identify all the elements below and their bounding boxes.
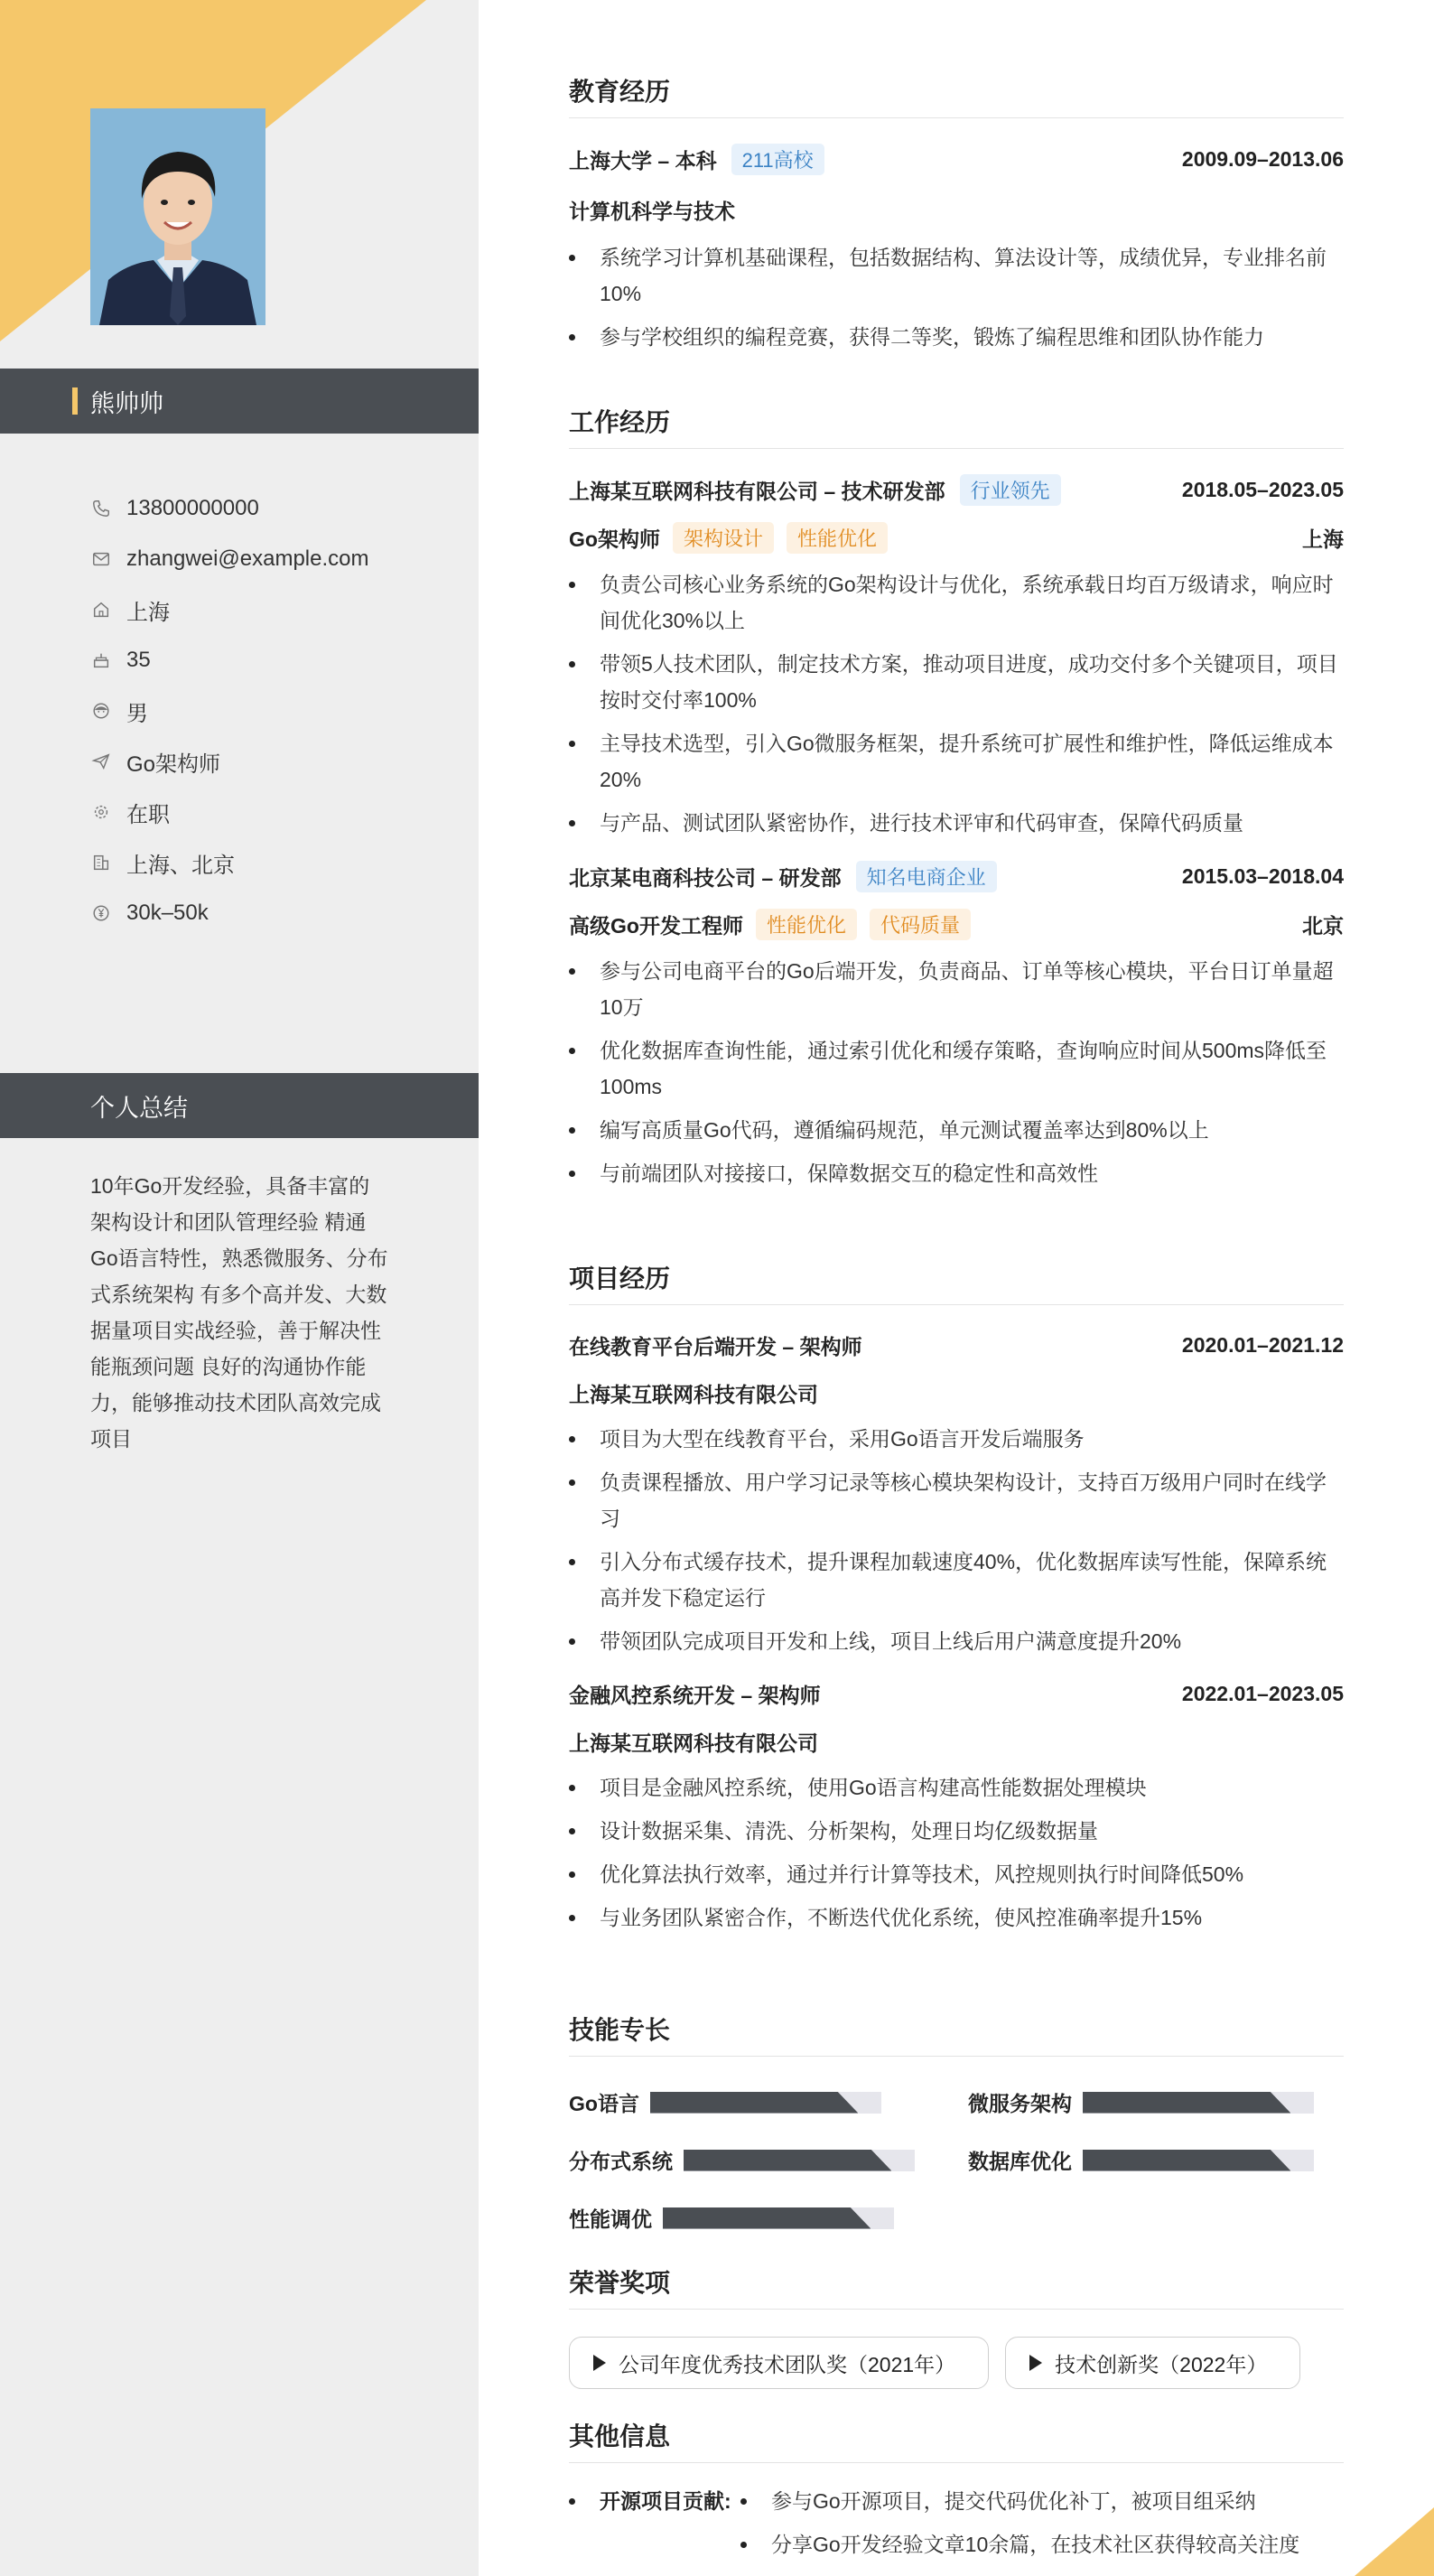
education-tag: 211高校	[731, 144, 824, 175]
summary-header	[0, 1073, 479, 1138]
work-role-tag: 代码质量	[870, 909, 971, 940]
skill-bar-fill	[1083, 2092, 1290, 2114]
education-section	[569, 72, 1344, 355]
work-role-group	[569, 522, 888, 554]
salary-icon	[90, 902, 112, 924]
skill-bar	[663, 2207, 894, 2229]
contact-phone	[90, 483, 470, 534]
building-icon	[90, 852, 112, 873]
skill-bar-fill	[684, 2150, 891, 2171]
skill-name: 性能调优	[569, 2207, 652, 2231]
contact-status-text: 在职	[126, 802, 170, 827]
project-date: 2020.01–2021.12	[1181, 1333, 1344, 1357]
work-role-row	[569, 522, 1344, 554]
list-item: 系统学习计算机基础课程，包括数据结构、算法设计等，成绩优异，专业排名前10%	[569, 239, 1344, 312]
skill-item	[569, 2145, 915, 2175]
work-role-tag: 性能优化	[787, 522, 888, 554]
skill-bar	[1083, 2092, 1314, 2114]
work-item	[569, 861, 1344, 1191]
project-header	[569, 1330, 1344, 1360]
project-bullets	[569, 1769, 1344, 1936]
contact-list	[90, 483, 470, 938]
work-city: 上海	[1302, 527, 1344, 551]
skill-bar-fill	[650, 2092, 858, 2114]
skill-item	[968, 2145, 1314, 2175]
work-section	[569, 403, 1344, 1191]
work-tag: 知名电商企业	[856, 861, 997, 892]
work-item-header	[569, 474, 1344, 506]
award-chip	[569, 2337, 989, 2389]
list-item: 负责课程播放、用户学习记录等核心模块架构设计，支持百万级用户同时在线学习	[569, 1464, 1344, 1536]
list-item: 参与公司电商平台的Go后端开发，负责商品、订单等核心模块，平台日订单量超10万	[569, 953, 1344, 1025]
work-date: 2015.03–2018.04	[1181, 864, 1344, 888]
list-item: 优化算法执行效率，通过并行计算等技术，风控规则执行时间降低50%	[569, 1856, 1344, 1892]
list-item: 负责公司核心业务系统的Go架构设计与优化，系统承载日均百万级请求，响应时间优化30%以上	[569, 566, 1344, 639]
skills-grid	[569, 2057, 1344, 2255]
work-company: 上海某互联网科技有限公司 – 技术研发部	[569, 480, 945, 503]
list-item: 与业务团队紧密合作，不断迭代优化系统，使风控准确率提升15%	[569, 1899, 1344, 1936]
education-major: 计算机科学与技术	[569, 200, 735, 223]
corner-decoration-bottom	[1355, 2507, 1434, 2576]
skill-bar-fill	[663, 2207, 871, 2229]
play-icon	[593, 2355, 606, 2371]
contact-email	[90, 534, 470, 584]
contact-location	[90, 584, 470, 635]
list-item: 优化数据库查询性能，通过索引优化和缓存策略，查询响应时间从500ms降低至100ms	[569, 1032, 1344, 1105]
work-role-group	[569, 909, 971, 940]
work-role: Go架构师	[569, 527, 660, 551]
project-name: 金融风控系统开发 – 架构师	[569, 1684, 821, 1707]
contact-gender-text: 男	[126, 701, 148, 726]
status-icon	[90, 801, 112, 823]
skill-bar-fill	[1083, 2150, 1290, 2171]
contact-email-text: zhangwei@example.com	[126, 546, 369, 571]
gender-icon	[90, 700, 112, 722]
work-title: 工作经历	[569, 403, 1344, 449]
education-bullets	[569, 239, 1344, 355]
contact-age	[90, 635, 470, 686]
avatar	[90, 108, 265, 325]
work-role-row	[569, 909, 1344, 940]
project-company: 上海某互联网科技有限公司	[569, 1731, 818, 1755]
work-tag: 行业领先	[960, 474, 1061, 506]
education-school: 上海大学 – 本科	[569, 149, 717, 173]
skill-name: Go语言	[569, 2092, 639, 2115]
list-item: 引入分布式缓存技术，提升课程加载速度40%，优化数据库读写性能，保障系统高并发下稳定运行	[569, 1544, 1344, 1616]
contact-position	[90, 736, 470, 787]
work-company: 北京某电商科技公司 – 研发部	[569, 866, 842, 890]
education-header	[569, 144, 1344, 175]
summary-text: 10年Go开发经验，具备丰富的架构设计和团队管理经验 精通Go语言特性，熟悉微服务、分布式系统架构 有多个高并发、大数据量项目实战经验，善于解决性能瓶颈问题 良好的沟通协作能力，能够推动技术团队高效完成项目	[90, 1174, 388, 1451]
contact-salary	[90, 888, 470, 938]
name-bar	[0, 369, 479, 434]
awards-section	[569, 2263, 1344, 2389]
skill-bar	[684, 2150, 915, 2171]
summary-title: 个人总结	[90, 1094, 188, 1122]
skill-name: 数据库优化	[968, 2150, 1072, 2173]
other-section	[569, 2417, 1344, 2562]
skills-section	[569, 2011, 1344, 2255]
award-label: 技术创新奖（2022年）	[1055, 2352, 1268, 2376]
work-bullets	[569, 953, 1344, 1191]
contact-status	[90, 787, 470, 837]
project-bullets	[569, 1421, 1344, 1659]
list-item: 参与学校组织的编程竞赛，获得二等奖，锻炼了编程思维和团队协作能力	[569, 319, 1344, 355]
list-item: 带领5人技术团队，制定技术方案，推动项目进度，成功交付多个关键项目，项目按时交付率100%	[569, 646, 1344, 718]
skills-title: 技能专长	[569, 2011, 1344, 2057]
skill-item	[569, 2203, 894, 2233]
list-item: 参与Go开源项目，提交代码优化补丁，被项目组采纳	[740, 2483, 1299, 2519]
work-item	[569, 474, 1344, 841]
projects-title: 项目经历	[569, 1259, 1344, 1305]
list-item: 主导技术选型，引入Go微服务框架，提升系统可扩展性和维护性，降低运维成本20%	[569, 725, 1344, 798]
work-bullets	[569, 566, 1344, 841]
phone-icon	[90, 498, 112, 519]
other-title: 其他信息	[569, 2417, 1344, 2463]
awards-title: 荣誉奖项	[569, 2263, 1344, 2310]
project-company: 上海某互联网科技有限公司	[569, 1383, 818, 1406]
project-item	[569, 1679, 1344, 1936]
list-item: 项目是金融风控系统，使用Go语言构建高性能数据处理模块	[569, 1769, 1344, 1806]
work-city: 北京	[1302, 914, 1344, 938]
education-school-group	[569, 144, 824, 175]
contact-salary-text: 30k–50k	[126, 901, 209, 925]
skill-name: 微服务架构	[968, 2092, 1072, 2115]
education-title: 教育经历	[569, 72, 1344, 118]
education-date: 2009.09–2013.06	[1181, 147, 1344, 171]
skill-name: 分布式系统	[569, 2150, 673, 2173]
list-item: 分享Go开发经验文章10余篇，在技术社区获得较高关注度	[740, 2526, 1299, 2562]
contact-gender	[90, 686, 470, 736]
work-date: 2018.05–2023.05	[1181, 478, 1344, 501]
project-name: 在线教育平台后端开发 – 架构师	[569, 1335, 862, 1358]
profile-name: 熊帅帅	[90, 389, 163, 417]
contact-cities	[90, 837, 470, 888]
list-item: 与前端团队对接接口，保障数据交互的稳定性和高效性	[569, 1155, 1344, 1191]
skill-item	[968, 2087, 1314, 2117]
work-role: 高级Go开发工程师	[569, 914, 743, 938]
skill-item	[569, 2087, 881, 2117]
other-row	[569, 2483, 1344, 2562]
work-role-tag: 架构设计	[673, 522, 774, 554]
contact-age-text: 35	[126, 648, 151, 672]
sidebar	[0, 0, 479, 2576]
cake-icon	[90, 649, 112, 671]
contact-position-text: Go架构师	[126, 751, 221, 777]
projects-section	[569, 1259, 1344, 1936]
home-icon	[90, 599, 112, 621]
mail-icon	[90, 548, 112, 570]
project-header	[569, 1679, 1344, 1709]
work-role-tag: 性能优化	[756, 909, 857, 940]
award-label: 公司年度优秀技术团队奖（2021年）	[619, 2352, 956, 2376]
skill-bar	[1083, 2150, 1314, 2171]
contact-cities-text: 上海、北京	[126, 853, 235, 878]
work-company-group	[569, 474, 1061, 506]
list-item: 项目为大型在线教育平台，采用Go语言开发后端服务	[569, 1421, 1344, 1457]
send-icon	[90, 751, 112, 772]
project-date: 2022.01–2023.05	[1181, 1682, 1344, 1705]
list-item: 编写高质量Go代码，遵循编码规范，单元测试覆盖率达到80%以上	[569, 1112, 1344, 1148]
list-item: 带领团队完成项目开发和上线，项目上线后用户满意度提升20%	[569, 1623, 1344, 1659]
project-item	[569, 1330, 1344, 1659]
person-photo-icon	[90, 108, 265, 325]
contact-location-text: 上海	[126, 600, 170, 625]
other-bullets	[740, 2483, 1299, 2562]
list-item: 设计数据采集、清洗、分析架构，处理日均亿级数据量	[569, 1813, 1344, 1849]
contact-phone-text: 13800000000	[126, 496, 259, 520]
award-chip	[1005, 2337, 1300, 2389]
other-label: 开源项目贡献:	[569, 2483, 740, 2562]
awards-list	[569, 2337, 1344, 2389]
list-item: 与产品、测试团队紧密协作，进行技术评审和代码审查，保障代码质量	[569, 805, 1344, 841]
work-company-group	[569, 861, 997, 892]
play-icon	[1029, 2355, 1042, 2371]
work-item-header	[569, 861, 1344, 892]
skill-bar	[650, 2092, 881, 2114]
name-accent	[72, 387, 78, 415]
